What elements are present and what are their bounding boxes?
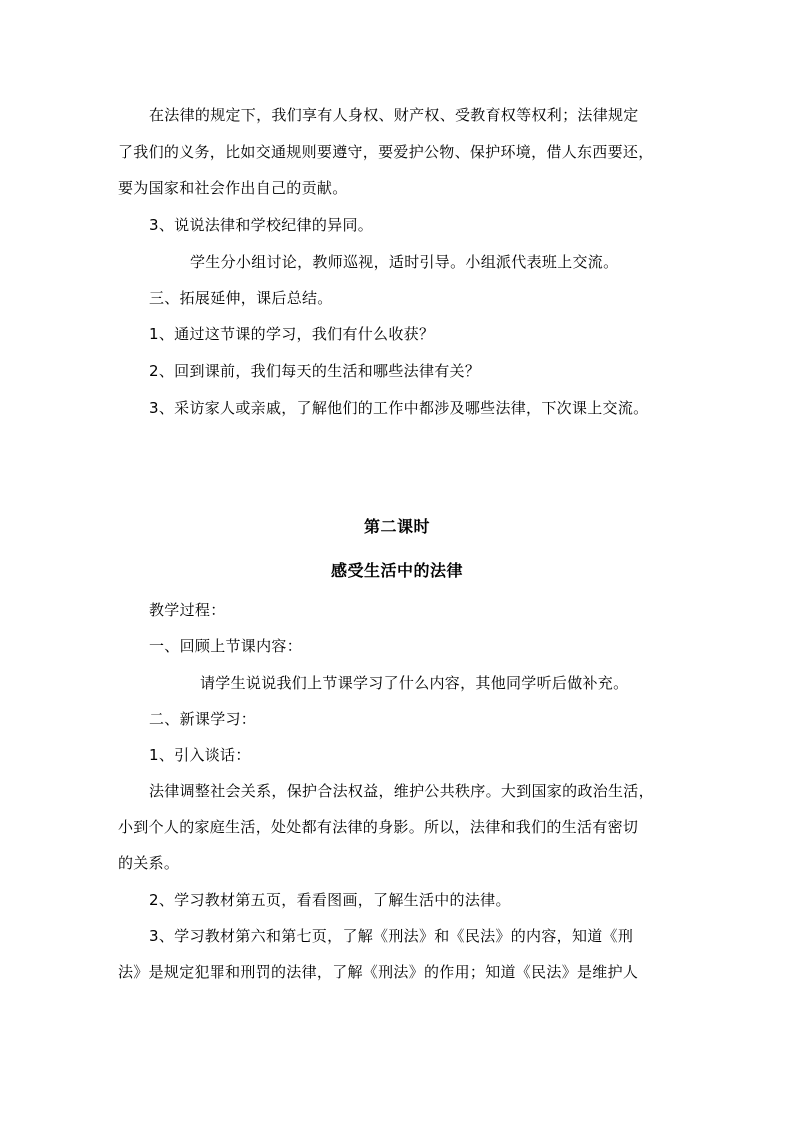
list-item: 1、引入谈话：	[149, 746, 251, 764]
paragraph-line: 学生分小组讨论，教师巡视，适时引导。小组派代表班上交流。	[190, 253, 619, 271]
paragraph-line: 法》是规定犯罪和刑罚的法律，了解《刑法》的作用；知道《民法》是维护人	[118, 963, 639, 981]
section-heading: 二、新课学习：	[149, 710, 257, 728]
paragraph-line: 了我们的义务，比如交通规则要遵守，要爱护公物、保护环境，借人东西要还，	[118, 143, 654, 161]
section-heading: 三、拓展延伸，课后总结。	[149, 289, 333, 307]
paragraph-line: 小到个人的家庭生活，处处都有法律的身影。所以，法律和我们的生活有密切	[118, 818, 639, 836]
paragraph-line: 法律调整社会关系，保护合法权益，维护公共秩序。大到国家的政治生活，	[149, 782, 654, 800]
paragraph-line: 在法律的规定下，我们享有人身权、财产权、受教育权等权利；法律规定	[149, 106, 639, 124]
list-item: 1、通过这节课的学习，我们有什么收获？	[149, 325, 435, 343]
paragraph-line: 请学生说说我们上节课学习了什么内容，其他同学听后做补充。	[200, 674, 629, 692]
lesson-title: 第二课时	[363, 517, 430, 536]
section-heading: 一、回顾上节课内容：	[149, 637, 303, 655]
list-item: 2、回到课前，我们每天的生活和哪些法律有关？	[149, 362, 481, 380]
section-label: 教学过程：	[149, 601, 226, 619]
lesson-subtitle: 感受生活中的法律	[330, 561, 463, 580]
list-item: 3、采访家人或亲戚，了解他们的工作中都涉及哪些法律，下次课上交流。	[149, 399, 649, 417]
paragraph-line: 的关系。	[118, 854, 180, 872]
list-item: 3、学习教材第六和第七页，了解《刑法》和《民法》的内容，知道《刑	[149, 927, 634, 945]
list-item: 2、学习教材第五页，看看图画，了解生活中的法律。	[149, 891, 511, 909]
list-item: 3、说说法律和学校纪律的异同。	[149, 216, 374, 234]
paragraph-line: 要为国家和社会作出自己的贡献。	[118, 179, 348, 197]
